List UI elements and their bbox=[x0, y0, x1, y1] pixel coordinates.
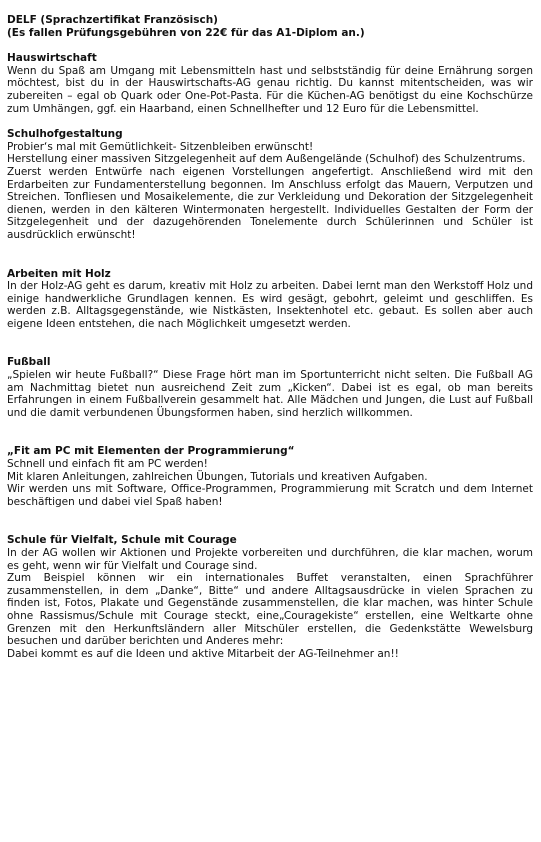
pc-title: „Fit am PC mit Elementen der Programmierung“ bbox=[7, 445, 295, 458]
schulhof-line: Probier‘s mal mit Gemütlichkeit- Sitzenbleiben erwünscht! bbox=[7, 140, 314, 153]
holz-body: In der Holz-AG geht es darum, kreativ mit Holz zu arbeiten. Dabei lernt man den Werkstoff Holz und einige handwerkliche Grundlagen kennen. Es wird gesägt, gebohrt, geleimt und geschliffen. Es werden z.B. Alltagsgegenstände, wie Nistkästen, Insektenhotel etc. gebaut. Es sollen aber auch eigene Ideen entstehen, die nach Möglichkeit umgesetzt werden. bbox=[7, 280, 533, 330]
section-vielfalt bbox=[7, 534, 533, 660]
vielfalt-line: Dabei kommt es auf die Ideen und aktive Mitarbeit der AG-Teilnehmer an!! bbox=[7, 647, 399, 660]
schulhof-line: Herstellung einer massiven Sitzgelegenheit auf dem Außengelände (Schulhof) des Schulzentrums. bbox=[7, 153, 526, 166]
pc-line: Wir werden uns mit Software, Office-Programmen, Programmierung mit Scratch und dem Internet beschäftigen und dabei viel Spaß haben! bbox=[7, 483, 533, 508]
section-pc bbox=[7, 445, 533, 508]
section-delf bbox=[7, 14, 533, 39]
schulhof-title: Schulhofgestaltung bbox=[7, 128, 123, 141]
hauswirtschaft-body: Wenn du Spaß am Umgang mit Lebensmitteln hast und selbstständig für deine Ernährung sorgen möchtest, bist du in der Hauswirtschafts-AG genau richtig. Du kannst mitentscheiden, was wir zubereiten – egal ob Quark oder One-Pot-Pasta. Für die Küchen-AG benötigst du eine Kochschürze zum Umhängen, ggf. ein Haarband, einen Schnellhefter und 12 Euro für die Lebensmittel. bbox=[7, 64, 533, 115]
section-holz bbox=[7, 268, 533, 331]
pc-line: Mit klaren Anleitungen, zahlreichen Übungen, Tutorials und kreativen Aufgaben. bbox=[7, 470, 428, 483]
pc-line: Schnell und einfach fit am PC werden! bbox=[7, 458, 208, 471]
holz-title: Arbeiten mit Holz bbox=[7, 267, 111, 280]
fussball-title: Fußball bbox=[7, 356, 51, 369]
section-hauswirtschaft bbox=[7, 52, 533, 115]
hauswirtschaft-title: Hauswirtschaft bbox=[7, 52, 97, 65]
vielfalt-line: Zum Beispiel können wir ein internationales Buffet veranstalten, einen Sprachführer zusammenstellen, in dem „Danke“, Bitte“ und andere Alltagsausdrücke in vielen Sprachen zu finden ist, Fotos, Plakate und Gegenstände zusammenstellen, die klar machen, was hinter Schule ohne Rassismus/Schule mit Courage steckt, eine„Couragekiste“ erstellen, eine Weltkarte ohne Grenzen mit den Herkunftsländern aller Mitschüler erstellen, die Gedenkstätte Wewelsburg besuchen und darüber berichten und Anderes mehr: bbox=[7, 572, 533, 648]
section-schulhof bbox=[7, 128, 533, 241]
delf-title: DELF (Sprachzertifikat Französisch) bbox=[7, 14, 218, 26]
delf-subtitle: (Es fallen Prüfungsgebühren von 22€ für das A1-Diplom an.) bbox=[7, 26, 365, 39]
schulhof-line: Zuerst werden Entwürfe nach eigenen Vorstellungen angefertigt. Anschließend wird mit den Erdarbeiten zur Fundamenterstellung begonnen. Im Anschluss erfolgt das Mauern, Verputzen und Streichen. Tonfliesen und Mosaikelemente, die zur Verkleidung und Dekoration der Sitzgelegenheit dienen, werden in den kälteren Wintermonaten hergestellt. Individuelles Gestalten der Form der Sitzgelegenheit und der dazugehörenden Tonelemente durch Schülerinnen und Schüler ist ausdrücklich erwünscht! bbox=[7, 165, 533, 241]
vielfalt-title: Schule für Vielfalt, Schule mit Courage bbox=[7, 534, 237, 547]
vielfalt-line: In der AG wollen wir Aktionen und Projekte vorbereiten und durchführen, die klar machen, worum es geht, wenn wir für Vielfalt und Courage sind. bbox=[7, 547, 533, 572]
section-fussball bbox=[7, 356, 533, 419]
fussball-body: „Spielen wir heute Fußball?“ Diese Frage hört man im Sportunterricht nicht selten. Die Fußball AG am Nachmittag bietet nun ausreichend Zeit zum „Kicken“. Dabei ist es egal, ob man bereits Erfahrungen in einem Fußballverein gesammelt hat. Alle Mädchen und Jungen, die Lust auf Fußball und die damit verbundenen Übungsformen haben, sind herzlich willkommen. bbox=[7, 369, 533, 419]
